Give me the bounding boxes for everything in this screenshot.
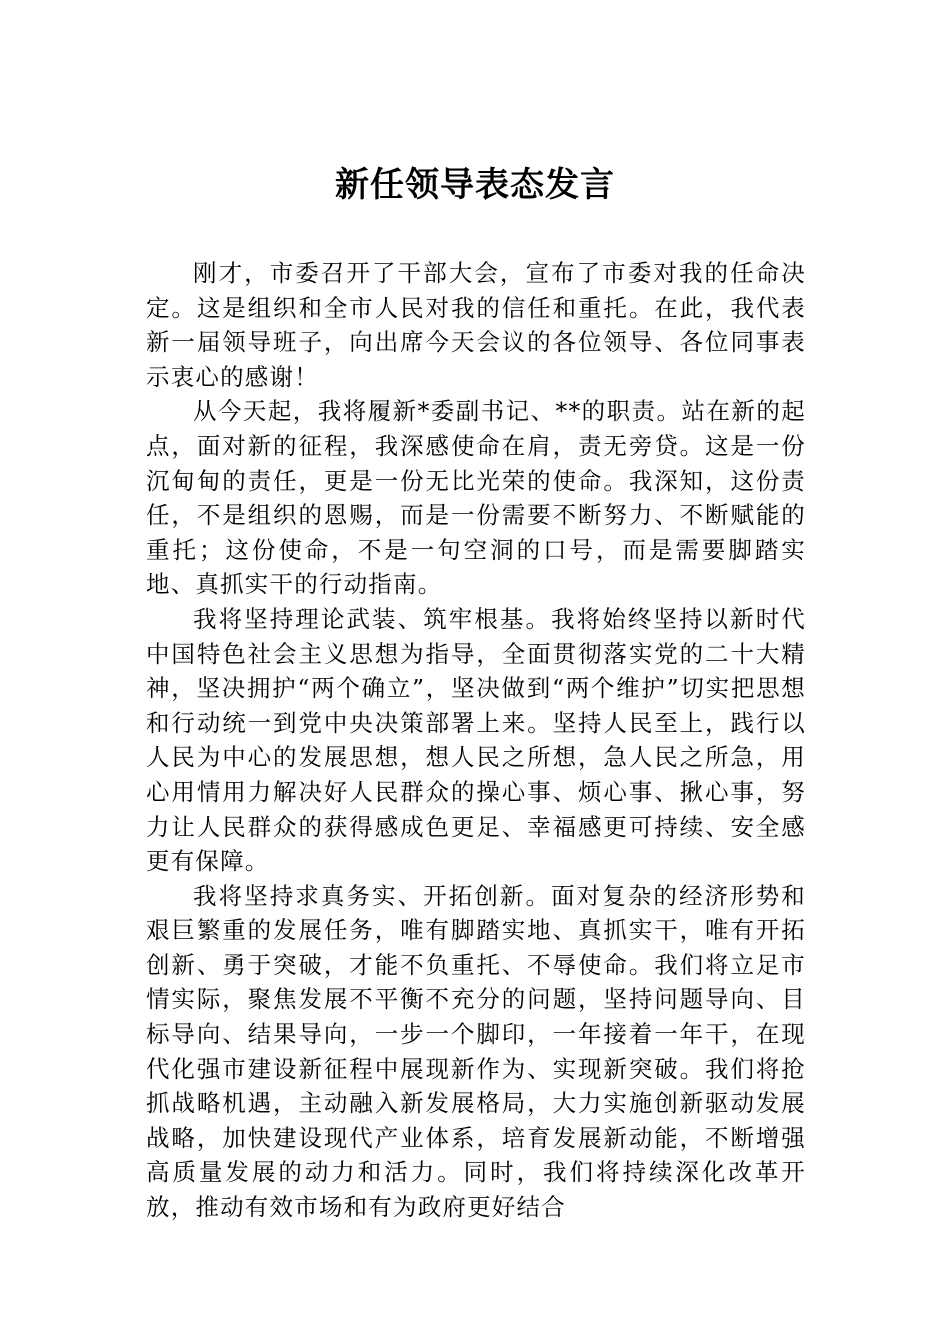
paragraph-1: 刚才，市委召开了干部大会，宣布了市委对我的任命决定。这是组织和全市人民对我的信任和重托。在此，我代表新一届领导班子，向出席今天会议的各位领导、各位同事表示衷心的感谢！ [146, 259, 806, 391]
document-title: 新任领导表态发言 [335, 165, 615, 205]
document-body [146, 256, 806, 1225]
paragraph-3: 我将坚持理论武装、筑牢根基。我将始终坚持以新时代中国特色社会主义思想为指导，全面贯彻落实党的二十大精神，坚决拥护“两个确立”，坚决做到“两个维护”切实把思想和行动统一到党中央决策部署上来。坚持人民至上，践行以人民为中心的发展思想，想人民之所想，急人民之所急，用心用情用力解决好人民群众的操心事、烦心事、揪心事，努力让人民群众的获得感成色更足、幸福感更可持续、安全感更有保障。 [146, 604, 806, 876]
paragraph-4: 我将坚持求真务实、开拓创新。面对复杂的经济形势和艰巨繁重的发展任务，唯有脚踏实地、真抓实干，唯有开拓创新、勇于突破，才能不负重托、不辱使命。我们将立足市情实际，聚焦发展不平衡不充分的问题，坚持问题导向、目标导向、结果导向，一步一个脚印，一年接着一年干，在现代化强市建设新征程中展现新作为、实现新突破。我们将抢抓战略机遇，主动融入新发展格局，大力实施创新驱动发展战略，加快建设现代产业体系，培育发展新动能，不断增强高质量发展的动力和活力。同时，我们将持续深化改革开放，推动有效市场和有为政府更好结合 [146, 881, 806, 1222]
paragraph-2: 从今天起，我将履新*委副书记、**的职责。站在新的起点，面对新的征程，我深感使命在肩，责无旁贷。这是一份沉甸甸的责任，更是一份无比光荣的使命。我深知，这份责任，不是组织的恩赐，而是一份需要不断努力、不断赋能的重托；这份使命，不是一句空洞的口号，而是需要脚踏实地、真抓实干的行动指南。 [146, 397, 806, 599]
